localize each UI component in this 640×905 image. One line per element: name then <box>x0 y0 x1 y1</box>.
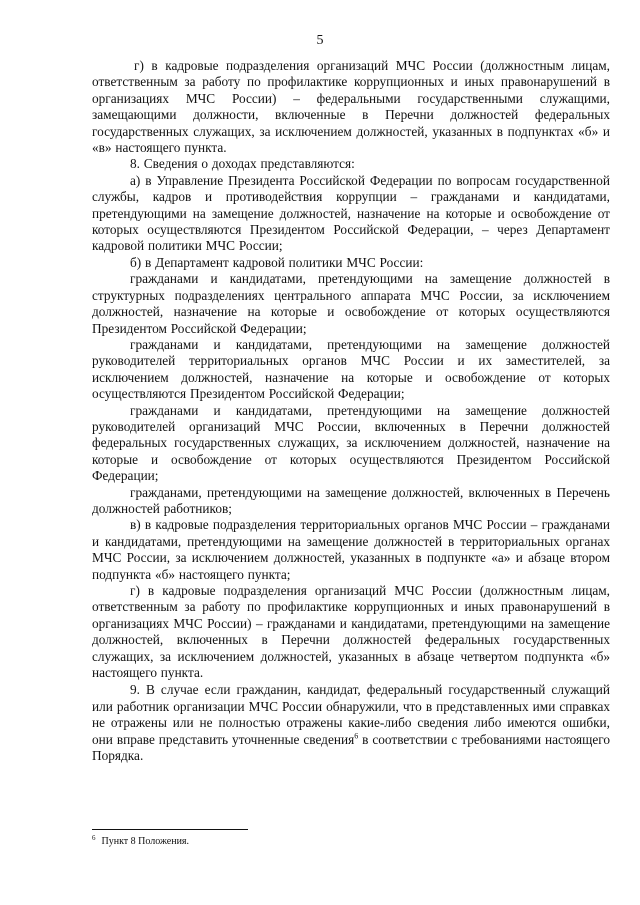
paragraph-9 <box>92 682 610 764</box>
paragraph-9-text: 9. В случае если гражданин, кандидат, федеральный государственный служащий или работник организации МЧС России обнаружили, что в представленных ими справках не отражены или не полностью отражены какие-либо сведения либо имеются ошибки, они вправе представить уточненные сведения <box>92 682 610 747</box>
paragraph: 8. Сведения о доходах представляются: <box>130 156 355 172</box>
footnote-separator <box>92 829 248 830</box>
paragraph: а) в Управление Президента Российской Федерации по вопросам государственной службы, кадров и противодействия коррупции – гражданами и кандидатами, претендующими на замещение должностей, назначение на которые и освобождение от которых осуществляются Президентом Российской Федерации, – через Департамент кадровой политики МЧС России; <box>92 172 610 254</box>
paragraph: гражданами и кандидатами, претендующими на замещение должностей в структурных подразделениях центрального аппарата МЧС России, за исключением должностей, назначение на которые и освобождение от которых осуществляются Президентом Российской Федерации; <box>92 271 610 336</box>
paragraph: в) в кадровые подразделения территориальных органов МЧС России – гражданами и кандидатами, претендующими на замещение должностей в территориальных органах МЧС России, за исключением должностей, указанных в подпункте «а» и абзаце втором подпункта «б» настоящего пункта; <box>92 517 610 582</box>
paragraph: г) в кадровые подразделения организаций МЧС России (должностным лицам, ответственным за работу по профилактике коррупционных и иных правонарушений в организациях МЧС России) – гражданами и кандидатами, претендующими на замещение должностей, включенных в Перечни должностей федеральных государственных служащих, за исключением должностей, указанных в абзаце четвертом подпункта «б» настоящего пункта. <box>92 583 610 681</box>
paragraph: б) в Департамент кадровой политики МЧС России: <box>130 254 424 270</box>
paragraph: гражданами и кандидатами, претендующими на замещение должностей руководителей территориальных органов МЧС России и их заместителей, за исключением должностей, назначение на которые и освобождение от которых осуществляются Президентом Российской Федерации; <box>92 336 610 402</box>
paragraph: гражданами и кандидатами, претендующими на замещение должностей руководителей организаций МЧС России, включенных в Перечни должностей федеральных государственных служащих, за исключением должностей, назначение на которые и освобождение от которых осуществляются Президентом Российской Федерации; <box>92 402 610 484</box>
footnote-mark: 6 <box>92 833 96 842</box>
footnote-reference[interactable]: 6 <box>354 731 359 741</box>
page-number: 5 <box>316 33 324 48</box>
paragraph-9-text-end: в соответствии с требованиями настоящего Порядка. <box>92 731 611 764</box>
footnote-text: Пункт 8 Положения. <box>101 836 190 847</box>
paragraph: гражданами, претендующими на замещение должностей, включенных в Перечень должностей работников; <box>92 484 610 516</box>
document-body <box>92 58 610 764</box>
paragraph: г) в кадровые подразделения организаций МЧС России (должностным лицам, ответственным за работу по профилактике коррупционных и иных правонарушений в организациях МЧС России) – федеральными государственными служащими, замещающими должности, включенные в Перечни должностей федеральных государственных служащих, за исключением должностей, указанных в подпунктах «б» и «в» настоящего пункта. <box>92 58 610 156</box>
footnote <box>92 833 610 848</box>
